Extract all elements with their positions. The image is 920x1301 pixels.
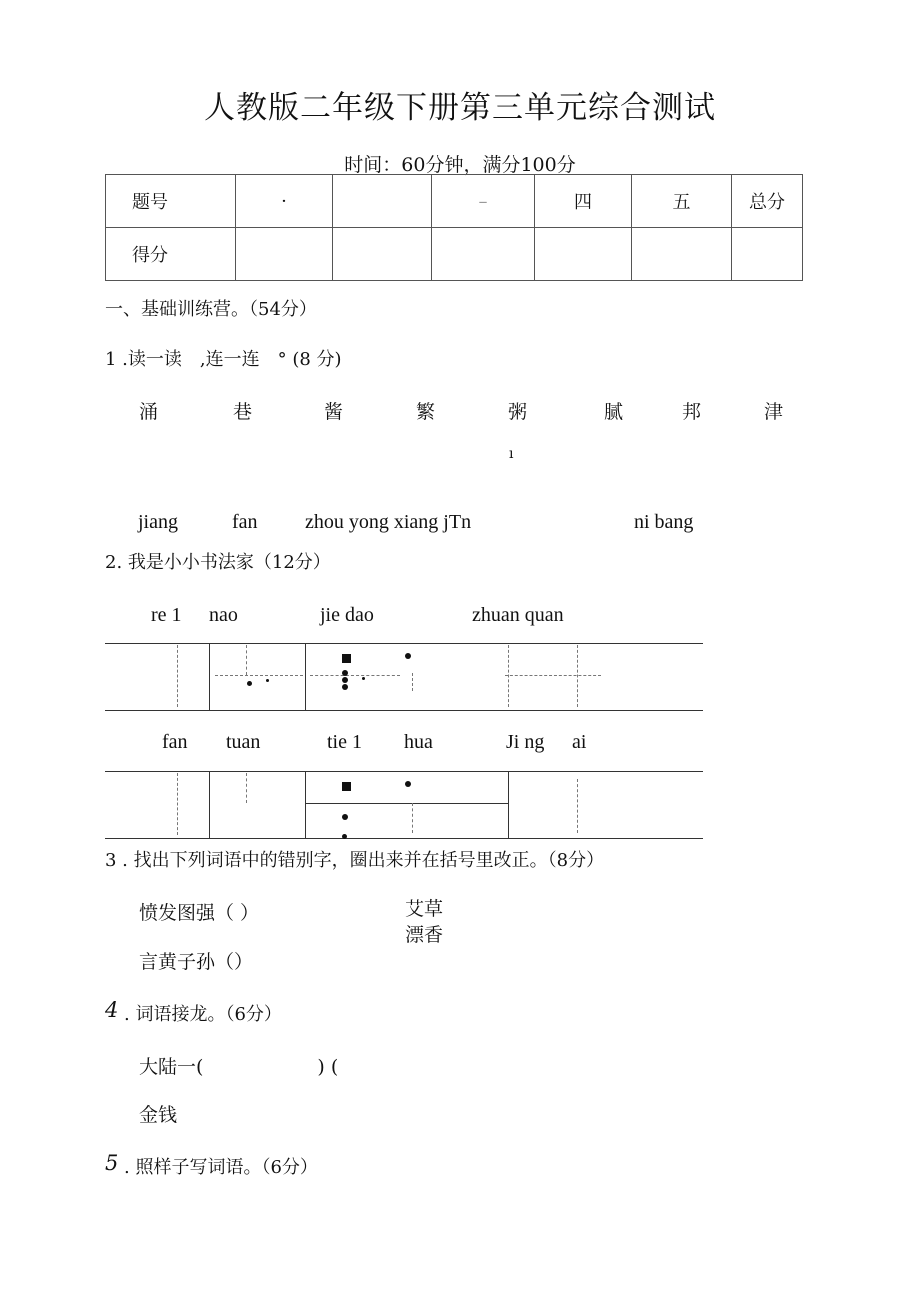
score-input-cell[interactable] <box>432 228 535 281</box>
score-table-cell: – <box>432 175 535 228</box>
q4-label: . 词语接龙。（6分） <box>124 1004 282 1025</box>
q2-pinyin: tie 1 <box>327 731 362 753</box>
q1-char: 酱 <box>324 401 344 423</box>
q2-pinyin: zhuan quan <box>472 604 564 626</box>
score-table <box>105 174 803 281</box>
score-table-cell: 总分 <box>732 175 803 228</box>
q4-number: 4 <box>105 998 119 1022</box>
score-table-cell: 题号 <box>106 175 236 228</box>
q1-char: 涌 <box>139 401 159 423</box>
q2-writing-grid[interactable] <box>105 643 703 711</box>
score-table-cell: · <box>236 175 333 228</box>
q5-number: 5 <box>105 1151 119 1175</box>
q2-pinyin: nao <box>209 604 238 626</box>
q2-pinyin: fan <box>162 731 188 753</box>
q1-char: 巷 <box>233 401 253 423</box>
q1-pinyin: fan <box>232 511 258 533</box>
q2-label: 2. 我是小小书法家（12分） <box>105 552 331 573</box>
q1-pinyin: zhou yong xiang jTn <box>305 511 472 533</box>
score-table-cell: 五 <box>632 175 732 228</box>
q2-pinyin: jie dao <box>320 604 374 626</box>
q4-line: 金钱 <box>139 1104 178 1126</box>
score-table-cell: 得分 <box>106 228 236 281</box>
q1-char: 繁 <box>416 401 436 423</box>
q2-pinyin: ai <box>572 731 587 753</box>
score-table-header-row <box>106 175 803 228</box>
q3-label: 3 . 找出下列词语中的错别字，圈出来并在括号里改正。（8分） <box>105 850 605 871</box>
q5-label: . 照样子写词语。（6分） <box>124 1157 318 1178</box>
score-input-cell[interactable] <box>732 228 803 281</box>
q1-char: 粥 <box>508 401 528 423</box>
q1-char: 腻 <box>604 401 624 423</box>
q1-char: 津 <box>764 401 784 423</box>
score-table-cell: 四 <box>535 175 632 228</box>
page-subtitle: 时间：60分钟，满分100分 <box>344 154 576 176</box>
page-title: 人教版二年级下册第三单元综合测试 <box>204 90 716 126</box>
q3-item: 愤发图强（ ） <box>139 902 260 924</box>
q2-pinyin: re 1 <box>151 604 182 626</box>
q3-item: 艾草 <box>405 898 444 920</box>
score-table-score-row <box>106 228 803 281</box>
q1-pinyin: ni bang <box>634 511 694 533</box>
q1-char: 邦 <box>682 401 702 423</box>
q2-writing-grid[interactable] <box>105 771 703 839</box>
q3-item: 漂香 <box>405 924 444 946</box>
section1-heading: 一、基础训练营。（54分） <box>105 299 317 320</box>
q4-line: 大陆一( ) ( <box>139 1056 339 1078</box>
score-input-cell[interactable] <box>333 228 432 281</box>
q2-pinyin: hua <box>404 731 433 753</box>
q2-pinyin: tuan <box>226 731 261 753</box>
score-input-cell[interactable] <box>632 228 732 281</box>
q1-label: 1 .读一读 ,连一连 ° (8 分) <box>105 349 342 370</box>
score-input-cell[interactable] <box>236 228 333 281</box>
q1-pinyin: jiang <box>138 511 178 533</box>
q1-mark: ı <box>509 446 514 462</box>
q2-pinyin: Ji ng <box>506 731 545 753</box>
score-input-cell[interactable] <box>535 228 632 281</box>
score-table-cell <box>333 175 432 228</box>
q3-item: 言黄子孙（） <box>139 951 254 973</box>
